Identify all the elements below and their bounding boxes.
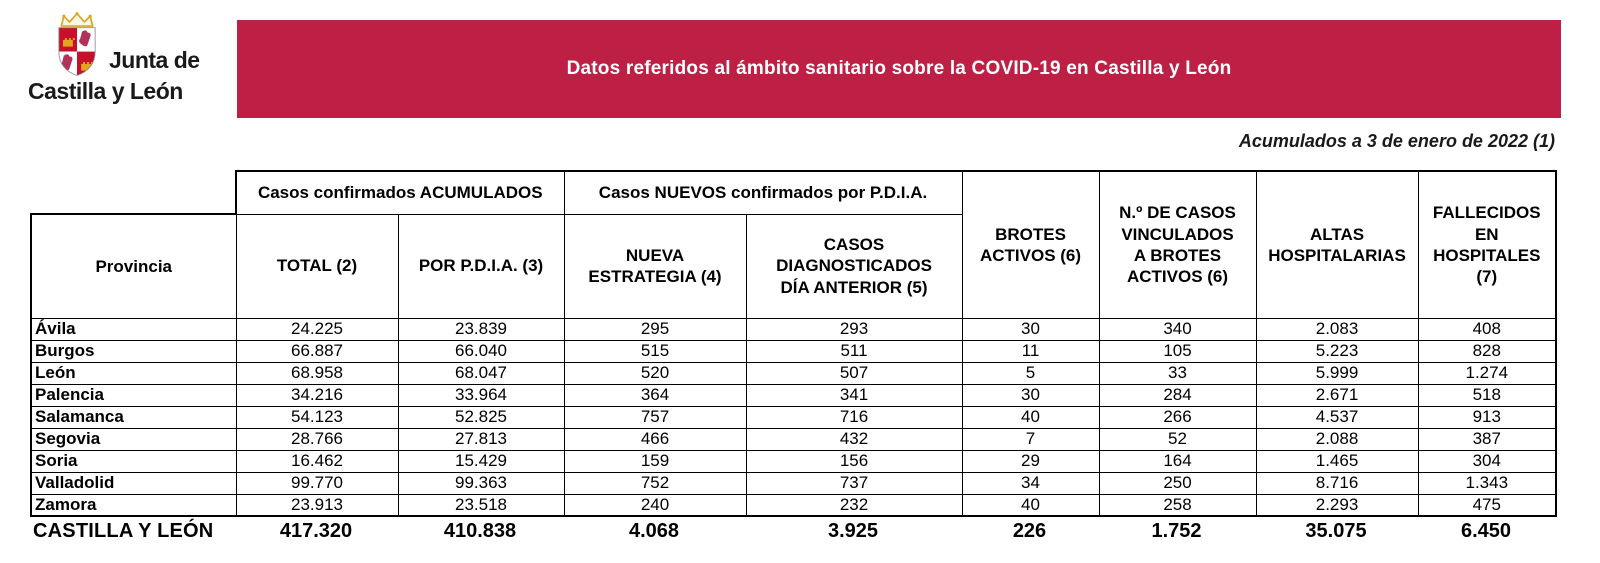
dia-anterior-cell: 511 xyxy=(746,340,962,362)
banner-title: Datos referidos al ámbito sanitario sobre la COVID-19 en Castilla y León xyxy=(566,58,1232,79)
dia-anterior-cell: 156 xyxy=(746,450,962,472)
nueva-estrategia-cell: 515 xyxy=(564,340,746,362)
column-header-altas-hospitalarias: ALTAS HOSPITALARIAS xyxy=(1256,171,1418,318)
altas-cell: 2.293 xyxy=(1256,494,1418,516)
por-pdia-cell: 68.047 xyxy=(398,362,564,384)
dia-anterior-cell: 507 xyxy=(746,362,962,384)
column-header-provincia: Provincia xyxy=(31,214,236,318)
province-cell: León xyxy=(31,362,236,384)
totals-dia-anterior-cell: 3.925 xyxy=(827,520,879,542)
brotes-activos-cell: 34 xyxy=(962,472,1099,494)
casos-vinculados-cell: 250 xyxy=(1099,472,1256,494)
nueva-estrategia-cell: 520 xyxy=(564,362,746,384)
totals-por-pdia-cell: 410.838 xyxy=(443,520,517,542)
total-cell: 66.887 xyxy=(236,340,398,362)
dia-anterior-cell: 232 xyxy=(746,494,962,516)
group-header-nuevos-pdia: Casos NUEVOS confirmados por P.D.I.A. xyxy=(564,171,962,214)
fallecidos-cell: 518 xyxy=(1418,384,1556,406)
nueva-estrategia-cell: 364 xyxy=(564,384,746,406)
totals-nueva-estrategia-cell: 4.068 xyxy=(628,520,680,542)
brotes-activos-cell: 7 xyxy=(962,428,1099,450)
por-pdia-cell: 33.964 xyxy=(398,384,564,406)
junta-shield-icon xyxy=(52,12,102,78)
province-cell: Segovia xyxy=(31,428,236,450)
total-cell: 16.462 xyxy=(236,450,398,472)
brotes-activos-cell: 11 xyxy=(962,340,1099,362)
casos-vinculados-cell: 266 xyxy=(1099,406,1256,428)
fallecidos-cell: 913 xyxy=(1418,406,1556,428)
dia-anterior-cell: 716 xyxy=(746,406,962,428)
fallecidos-cell: 304 xyxy=(1418,450,1556,472)
por-pdia-cell: 15.429 xyxy=(398,450,564,472)
table-row xyxy=(31,340,1556,362)
totals-brotes-activos-cell: 226 xyxy=(1012,520,1047,542)
fallecidos-cell: 408 xyxy=(1418,318,1556,340)
covid-data-table xyxy=(30,170,1557,517)
por-pdia-cell: 99.363 xyxy=(398,472,564,494)
table-row xyxy=(31,318,1556,340)
brotes-activos-cell: 5 xyxy=(962,362,1099,384)
brotes-activos-cell: 30 xyxy=(962,318,1099,340)
fallecidos-cell: 1.343 xyxy=(1418,472,1556,494)
por-pdia-cell: 23.839 xyxy=(398,318,564,340)
column-header-nueva-estrategia: NUEVA ESTRATEGIA (4) xyxy=(564,214,746,318)
totals-casos-vinculados-cell: 1.752 xyxy=(1151,520,1202,542)
nueva-estrategia-cell: 466 xyxy=(564,428,746,450)
table-row xyxy=(31,472,1556,494)
fallecidos-cell: 828 xyxy=(1418,340,1556,362)
casos-vinculados-cell: 258 xyxy=(1099,494,1256,516)
fallecidos-cell: 387 xyxy=(1418,428,1556,450)
altas-cell: 1.465 xyxy=(1256,450,1418,472)
logo-text-line2: Castilla y León xyxy=(28,78,183,104)
casos-vinculados-cell: 52 xyxy=(1099,428,1256,450)
altas-cell: 5.999 xyxy=(1256,362,1418,384)
accumulated-note: Acumulados a 3 de enero de 2022 (1) xyxy=(1238,131,1555,151)
casos-vinculados-cell: 164 xyxy=(1099,450,1256,472)
altas-cell: 2.671 xyxy=(1256,384,1418,406)
province-cell: Palencia xyxy=(31,384,236,406)
totals-total-cell: 417.320 xyxy=(279,520,353,542)
casos-vinculados-cell: 284 xyxy=(1099,384,1256,406)
table-row xyxy=(31,384,1556,406)
column-header-por-pdia: POR P.D.I.A. (3) xyxy=(398,214,564,318)
province-cell: Soria xyxy=(31,450,236,472)
altas-cell: 2.088 xyxy=(1256,428,1418,450)
column-header-diagnosticados-dia-anterior: CASOS DIAGNOSTICADOS DÍA ANTERIOR (5) xyxy=(746,214,962,318)
total-cell: 28.766 xyxy=(236,428,398,450)
dia-anterior-cell: 432 xyxy=(746,428,962,450)
province-cell: Burgos xyxy=(31,340,236,362)
table-row xyxy=(31,362,1556,384)
dia-anterior-cell: 341 xyxy=(746,384,962,406)
total-cell: 23.913 xyxy=(236,494,398,516)
totals-row xyxy=(30,517,1555,546)
header-stub-cell xyxy=(31,171,236,214)
casos-vinculados-cell: 33 xyxy=(1099,362,1256,384)
total-cell: 34.216 xyxy=(236,384,398,406)
nueva-estrategia-cell: 240 xyxy=(564,494,746,516)
province-cell: Ávila xyxy=(31,318,236,340)
province-cell: Salamanca xyxy=(31,406,236,428)
totals-label-cell: CASTILLA Y LEÓN xyxy=(33,520,214,542)
nueva-estrategia-cell: 295 xyxy=(564,318,746,340)
total-cell: 99.770 xyxy=(236,472,398,494)
total-cell: 54.123 xyxy=(236,406,398,428)
total-cell: 24.225 xyxy=(236,318,398,340)
column-header-fallecidos: FALLECIDOS EN HOSPITALES (7) xyxy=(1418,171,1556,318)
casos-vinculados-cell: 340 xyxy=(1099,318,1256,340)
por-pdia-cell: 27.813 xyxy=(398,428,564,450)
column-header-casos-vinculados: N.º DE CASOS VINCULADOS A BROTES ACTIVOS (6) xyxy=(1099,171,1256,318)
nueva-estrategia-cell: 159 xyxy=(564,450,746,472)
table-row xyxy=(31,494,1556,516)
banner xyxy=(237,20,1561,118)
column-header-total: TOTAL (2) xyxy=(236,214,398,318)
altas-cell: 2.083 xyxy=(1256,318,1418,340)
table-row xyxy=(31,428,1556,450)
nueva-estrategia-cell: 752 xyxy=(564,472,746,494)
table-row xyxy=(31,450,1556,472)
totals-row-table xyxy=(30,517,1555,546)
por-pdia-cell: 52.825 xyxy=(398,406,564,428)
province-cell: Zamora xyxy=(31,494,236,516)
por-pdia-cell: 23.518 xyxy=(398,494,564,516)
table-row xyxy=(31,406,1556,428)
junta-logo xyxy=(28,12,213,103)
total-cell: 68.958 xyxy=(236,362,398,384)
totals-altas-cell: 35.075 xyxy=(1305,520,1367,542)
casos-vinculados-cell: 105 xyxy=(1099,340,1256,362)
province-cell: Valladolid xyxy=(31,472,236,494)
por-pdia-cell: 66.040 xyxy=(398,340,564,362)
fallecidos-cell: 1.274 xyxy=(1418,362,1556,384)
altas-cell: 4.537 xyxy=(1256,406,1418,428)
brotes-activos-cell: 40 xyxy=(962,494,1099,516)
dia-anterior-cell: 293 xyxy=(746,318,962,340)
logo-text-line1: Junta de xyxy=(109,47,200,73)
brotes-activos-cell: 29 xyxy=(962,450,1099,472)
altas-cell: 8.716 xyxy=(1256,472,1418,494)
fallecidos-cell: 475 xyxy=(1418,494,1556,516)
column-header-brotes-activos: BROTES ACTIVOS (6) xyxy=(962,171,1099,318)
dia-anterior-cell: 737 xyxy=(746,472,962,494)
totals-fallecidos-cell: 6.450 xyxy=(1460,520,1512,542)
logo-top-row xyxy=(28,12,213,78)
brotes-activos-cell: 40 xyxy=(962,406,1099,428)
group-header-acumulados: Casos confirmados ACUMULADOS xyxy=(236,171,564,214)
brotes-activos-cell: 30 xyxy=(962,384,1099,406)
nueva-estrategia-cell: 757 xyxy=(564,406,746,428)
altas-cell: 5.223 xyxy=(1256,340,1418,362)
